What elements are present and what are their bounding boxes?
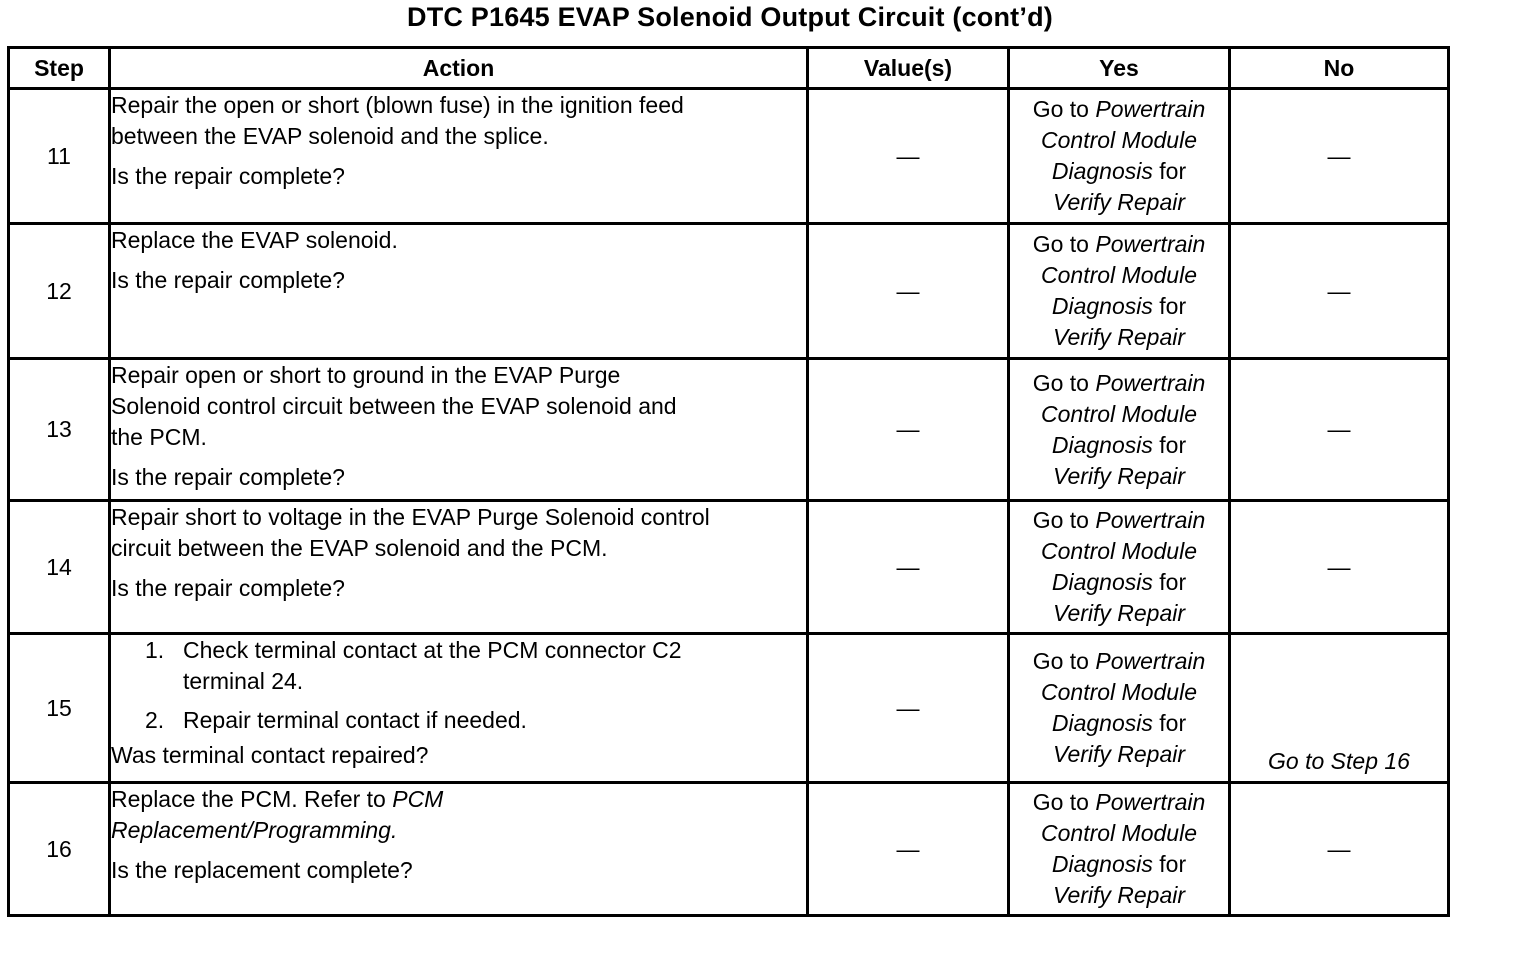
yes-link-powertrain: Powertrain — [1095, 789, 1206, 815]
step-number: 15 — [9, 634, 110, 783]
diagnostic-table — [7, 46, 1450, 917]
yes-for: for — [1159, 710, 1187, 736]
yes-link-verify-repair: Verify Repair — [1052, 882, 1186, 908]
action-question: Is the repair complete? — [111, 163, 345, 189]
yes-go-to: Go to — [1032, 96, 1089, 122]
table-row — [9, 501, 1449, 634]
step-number: 11 — [9, 89, 110, 224]
yes-link-control-module: Control Module — [1041, 400, 1197, 427]
yes-cell — [1009, 501, 1230, 634]
action-cell — [110, 501, 808, 634]
value-cell: — — [808, 501, 1009, 634]
yes-link-diagnosis: Diagnosis — [1051, 710, 1153, 736]
yes-link-control-module: Control Module — [1041, 820, 1197, 846]
action-cell — [110, 783, 808, 916]
no-cell: — — [1230, 783, 1449, 916]
yes-link-powertrain: Powertrain — [1095, 231, 1206, 257]
yes-go-to: Go to — [1032, 648, 1089, 674]
yes-link-diagnosis: Diagnosis — [1051, 158, 1153, 184]
yes-link-powertrain: Powertrain — [1095, 507, 1206, 533]
action-cell — [110, 359, 808, 501]
page-title: DTC P1645 EVAP Solenoid Output Circuit (cont’d) — [407, 2, 1053, 32]
action-cell — [110, 89, 808, 224]
pcm-reference-link: Replacement/Programming. — [111, 817, 398, 843]
table-row — [9, 359, 1449, 501]
yes-link-control-module: Control Module — [1041, 538, 1197, 564]
yes-for: for — [1159, 851, 1187, 877]
numbered-list-item — [111, 635, 806, 697]
action-line: Replace the PCM. Refer to — [111, 786, 386, 812]
table-row — [9, 224, 1449, 359]
yes-link-verify-repair: Verify Repair — [1052, 324, 1186, 350]
yes-link-verify-repair: Verify Repair — [1052, 600, 1186, 626]
yes-link-diagnosis: Diagnosis — [1051, 851, 1153, 877]
no-cell: — — [1230, 89, 1449, 224]
header-yes: Yes — [1009, 48, 1230, 89]
action-line: Repair the open or short (blown fuse) in the ignition feed — [111, 92, 684, 118]
pcm-reference-link: PCM — [392, 786, 444, 812]
yes-link-verify-repair: Verify Repair — [1052, 462, 1186, 489]
yes-link-control-module: Control Module — [1041, 262, 1197, 288]
action-line: Repair short to voltage in the EVAP Purge Solenoid control — [111, 504, 710, 530]
step-number: 14 — [9, 501, 110, 634]
header-no: No — [1230, 48, 1449, 89]
yes-cell — [1009, 359, 1230, 501]
yes-link-control-module: Control Module — [1041, 127, 1197, 153]
header-step: Step — [9, 48, 110, 89]
yes-link-powertrain: Powertrain — [1095, 369, 1206, 396]
yes-go-to: Go to — [1032, 789, 1089, 815]
yes-for: for — [1159, 569, 1187, 595]
table-row — [9, 89, 1449, 224]
step-number: 13 — [9, 359, 110, 501]
action-question: Is the repair complete? — [111, 464, 345, 490]
no-cell: — — [1230, 224, 1449, 359]
list-number: 2. — [145, 707, 165, 733]
list-line: Check terminal contact at the PCM connector C2 — [183, 637, 682, 663]
step-number: 16 — [9, 783, 110, 916]
action-line: Solenoid control circuit between the EVAP solenoid and — [111, 393, 677, 419]
no-cell — [1230, 634, 1449, 783]
numbered-list-item — [111, 705, 806, 736]
value-cell: — — [808, 359, 1009, 501]
header-values: Value(s) — [808, 48, 1009, 89]
yes-go-to: Go to — [1032, 231, 1089, 257]
action-line: Repair open or short to ground in the EVAP Purge — [111, 362, 621, 388]
action-question: Is the repair complete? — [111, 575, 345, 601]
header-action: Action — [110, 48, 808, 89]
step-number: 12 — [9, 224, 110, 359]
list-line: Repair terminal contact if needed. — [183, 707, 527, 733]
go-to-step-link: Go to Step 16 — [1268, 748, 1410, 774]
yes-for: for — [1159, 158, 1187, 184]
action-line: the PCM. — [111, 424, 207, 450]
yes-link-diagnosis: Diagnosis — [1051, 431, 1153, 458]
table-row — [9, 634, 1449, 783]
value-cell: — — [808, 634, 1009, 783]
value-cell: — — [808, 783, 1009, 916]
yes-cell — [1009, 783, 1230, 916]
yes-link-verify-repair: Verify Repair — [1052, 189, 1186, 215]
yes-go-to: Go to — [1032, 369, 1089, 396]
action-question: Was terminal contact repaired? — [111, 742, 429, 768]
action-question: Is the repair complete? — [111, 267, 345, 293]
yes-cell — [1009, 89, 1230, 224]
action-line: between the EVAP solenoid and the splice. — [111, 123, 549, 149]
yes-for: for — [1159, 431, 1187, 458]
yes-cell — [1009, 634, 1230, 783]
value-cell: — — [808, 89, 1009, 224]
action-question: Is the replacement complete? — [111, 857, 413, 883]
yes-link-verify-repair: Verify Repair — [1052, 741, 1186, 767]
action-cell — [110, 224, 808, 359]
action-line: circuit between the EVAP solenoid and the PCM. — [111, 535, 608, 561]
yes-link-powertrain: Powertrain — [1095, 96, 1206, 122]
yes-link-diagnosis: Diagnosis — [1051, 293, 1153, 319]
no-cell: — — [1230, 359, 1449, 501]
list-number: 1. — [145, 637, 165, 663]
yes-link-powertrain: Powertrain — [1095, 648, 1206, 674]
yes-for: for — [1159, 293, 1187, 319]
action-line: Replace the EVAP solenoid. — [111, 227, 398, 253]
action-cell — [110, 634, 808, 783]
yes-link-control-module: Control Module — [1041, 679, 1197, 705]
value-cell: — — [808, 224, 1009, 359]
header-row — [9, 48, 1449, 89]
yes-cell — [1009, 224, 1230, 359]
list-line: terminal 24. — [183, 668, 304, 694]
no-cell: — — [1230, 501, 1449, 634]
table-row — [9, 783, 1449, 916]
yes-go-to: Go to — [1032, 507, 1089, 533]
yes-link-diagnosis: Diagnosis — [1051, 569, 1153, 595]
